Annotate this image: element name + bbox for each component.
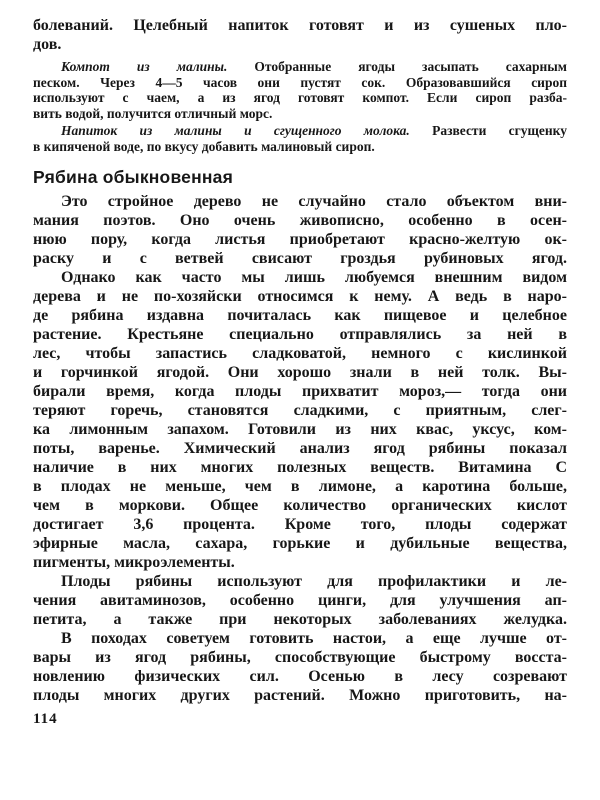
text-line: лес, чтобы запастись сладковатой, немного с кислинкой	[33, 345, 567, 362]
text-line: болеваний. Целебный напиток готовят и из сушеных пло-	[33, 17, 567, 34]
text-line: вить водой, получится отличный морс.	[33, 105, 273, 121]
line-text: Отобранные ягоды засыпать сахарным	[227, 59, 567, 74]
section-heading: Рябина обыкновенная	[33, 167, 233, 187]
text-line: и горчинкой ягодой. Они хорошо знали в ней толк. Вы-	[33, 364, 567, 381]
page-number: 114	[33, 711, 58, 727]
text-line: Это стройное дерево не случайно стало объектом вни-	[61, 193, 567, 210]
text-line	[33, 59, 567, 75]
text-line: плоды многих других растений. Можно приготовить, на-	[33, 687, 567, 704]
text-line: эфирные масла, сахара, горькие и дубильные вещества,	[33, 535, 567, 552]
line-text: Развести сгущенку	[409, 123, 567, 138]
text-line: бирали время, когда плоды прихватит мороз,— тогда они	[33, 383, 567, 400]
paragraph	[33, 123, 567, 154]
text-line: используют с чаем, а из ягод готовят компот. Если сироп разба-	[33, 90, 567, 105]
recipe-title: Компот из малины.	[61, 59, 228, 74]
recipe-title: Напиток из малины и сгущенного молока.	[61, 123, 410, 138]
text-line: песком. Через 4—5 часов они пустят сок. Образовавшийся сироп	[33, 74, 567, 90]
text-line: дов.	[33, 36, 62, 53]
text-line: в плодах не меньше, чем в лимоне, а каротина больше,	[33, 478, 567, 495]
paragraph	[33, 59, 567, 121]
text-line: Плоды рябины используют для профилактики и ле-	[61, 573, 567, 590]
text-line: теряют горечь, становятся сладкими, с приятным, слег-	[33, 402, 567, 419]
text-line: ка лимонным запахом. Готовили из них квас, уксус, ком-	[33, 421, 567, 438]
text-line: чем в моркови. Общее количество органических кислот	[33, 497, 567, 514]
text-blocks	[33, 16, 567, 705]
text-line: достигает 3,6 процента. Кроме того, плоды содержат	[33, 516, 567, 533]
text-line: дерева и не по-хозяйски относимся к нему. А ведь в наро-	[33, 288, 567, 305]
text-line: нюю пору, когда листья приобретают красно-желтую ок-	[33, 231, 567, 248]
text-line: мания поэтов. Оно очень живописно, особенно в осен-	[33, 212, 567, 229]
paragraph	[33, 192, 567, 268]
text-line: пигменты, микроэлементы.	[33, 554, 235, 571]
paragraph	[33, 268, 567, 572]
text-line: новлению физических сил. Осенью в лесу созревают	[33, 668, 567, 685]
text-line: вары из ягод рябины, способствующие быстрому восста-	[33, 649, 567, 666]
text-line: в кипяченой воде, по вкусу добавить малиновый сироп.	[33, 138, 375, 154]
text-line: растение. Крестьяне специально отправлялись за ней в	[33, 326, 567, 343]
text-line: чения авитаминозов, особенно цинги, для улучшения ап-	[33, 592, 567, 609]
text-line	[33, 123, 567, 139]
text-line: В походах советуем готовить настои, а еще лучше от-	[61, 630, 567, 647]
paragraph	[33, 629, 567, 705]
text-line: наличие в них многих полезных веществ. Витамина С	[33, 459, 567, 476]
paragraph	[33, 16, 567, 54]
text-line: раску и с ветвей свисают гроздья рубиновых ягод.	[33, 250, 567, 267]
text-line: де рябина издавна почиталась как пищевое и целебное	[33, 307, 567, 324]
text-line: поты, варенье. Химический анализ ягод рябины показал	[33, 440, 567, 457]
paragraph	[33, 572, 567, 629]
text-line: Однако как часто мы лишь любуемся внешним видом	[61, 269, 567, 286]
text-line: петита, а также при некоторых заболеваниях желудка.	[33, 611, 567, 628]
